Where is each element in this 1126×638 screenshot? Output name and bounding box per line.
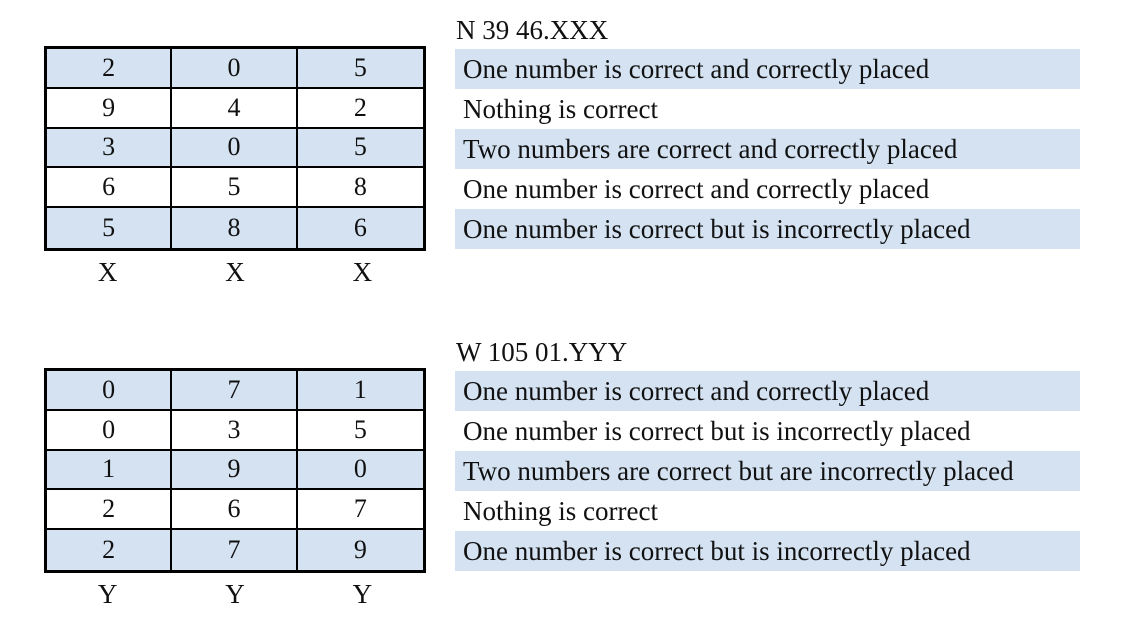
clue-text: One number is correct but is incorrectly placed	[455, 531, 1080, 571]
grid-cell: 1	[298, 371, 423, 411]
clue-text: One number is correct and correctly placed	[455, 371, 1080, 411]
grid-cell: 5	[172, 168, 297, 208]
answer-label: Y	[225, 579, 245, 609]
clue-text: One number is correct but is incorrectly placed	[455, 209, 1080, 249]
coordinate-title: N 39 46.XXX	[456, 15, 609, 45]
grid-cell: 1	[47, 451, 172, 491]
grid-cell: 9	[47, 89, 172, 129]
grid-cell: 5	[298, 129, 423, 169]
grid-cell: 0	[172, 129, 297, 169]
clue-text: Nothing is correct	[463, 94, 658, 124]
answer-label: Y	[97, 579, 118, 609]
grid-cell: 9	[172, 451, 297, 491]
grid-cell: 3	[172, 411, 297, 451]
answer-labels	[44, 254, 426, 290]
grid-cell: 0	[47, 411, 172, 451]
clue-text: Two numbers are correct but are incorrectly placed	[455, 451, 1080, 491]
grid-cell: 6	[47, 168, 172, 208]
grid-cell: 7	[298, 490, 423, 530]
clue-list	[455, 371, 1080, 571]
grid-cell: 6	[172, 490, 297, 530]
answer-labels	[44, 576, 426, 612]
grid-cell: 5	[47, 208, 172, 248]
grid-cell: 9	[298, 530, 423, 570]
grid-cell: 4	[172, 89, 297, 129]
grid-cell: 7	[172, 371, 297, 411]
grid-cell: 8	[172, 208, 297, 248]
clue-text: One number is correct and correctly placed	[463, 174, 930, 204]
digit-grid	[44, 46, 426, 251]
grid-cell: 0	[47, 371, 172, 411]
clue-text: Nothing is correct	[463, 496, 658, 526]
clue-text: One number is correct and correctly placed	[455, 49, 1080, 89]
grid-cell: 8	[298, 168, 423, 208]
grid-cell: 2	[47, 490, 172, 530]
answer-label: X	[97, 257, 118, 287]
answer-label: X	[225, 257, 245, 287]
clue-text: Two numbers are correct and correctly placed	[455, 129, 1080, 169]
clue-text: One number is correct but is incorrectly placed	[463, 416, 971, 446]
grid-cell: 5	[298, 411, 423, 451]
grid-cell: 2	[47, 49, 172, 89]
coordinate-title: W 105 01.YYY	[456, 337, 628, 367]
grid-cell: 0	[172, 49, 297, 89]
grid-cell: 5	[298, 49, 423, 89]
grid-cell: 7	[172, 530, 297, 570]
grid-cell: 0	[298, 451, 423, 491]
grid-cell: 2	[47, 530, 172, 570]
clue-list	[455, 49, 1080, 249]
grid-cell: 2	[298, 89, 423, 129]
answer-label: X	[352, 257, 373, 287]
grid-cell: 6	[298, 208, 423, 248]
answer-label: Y	[352, 579, 373, 609]
digit-grid	[44, 368, 426, 573]
grid-cell: 3	[47, 129, 172, 169]
